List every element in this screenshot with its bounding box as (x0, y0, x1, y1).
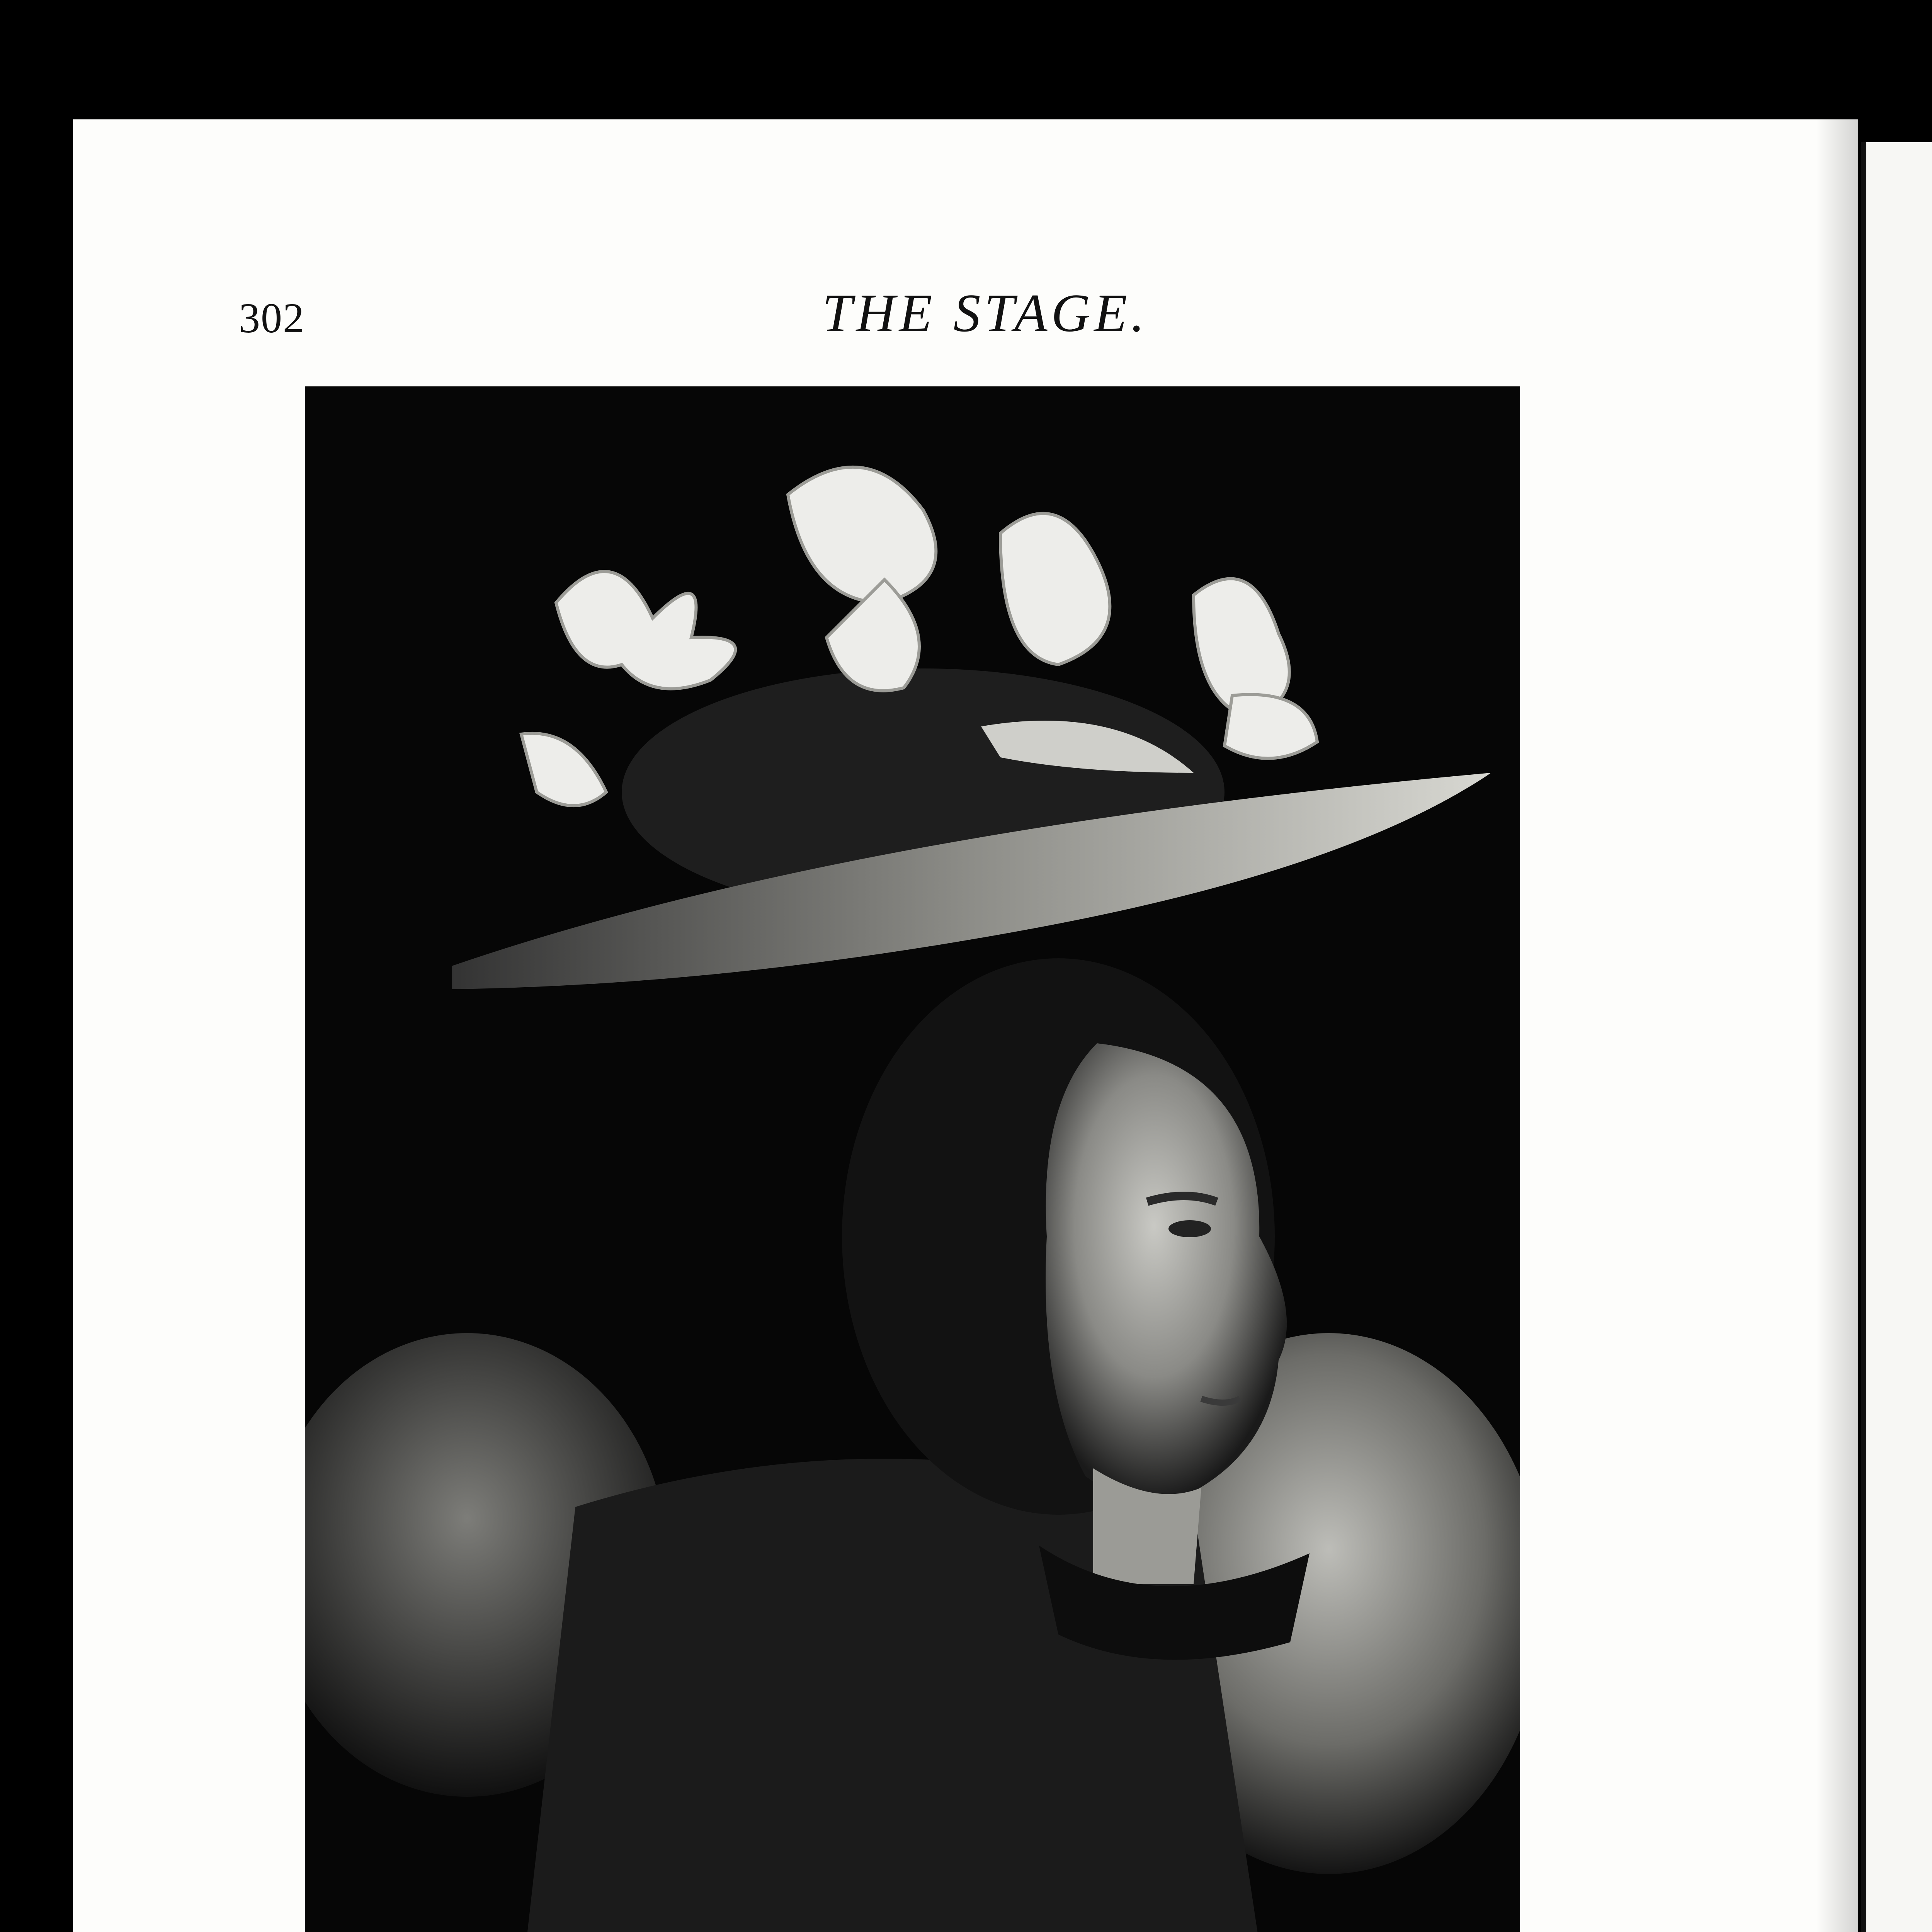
running-title: THE STAGE. (822, 283, 1149, 343)
next-page-edge (1861, 142, 1932, 1932)
portrait-photo (305, 386, 1520, 1932)
gutter-shadow (1816, 119, 1862, 1932)
portrait-illustration (305, 386, 1520, 1932)
page-number: 302 (239, 294, 305, 342)
